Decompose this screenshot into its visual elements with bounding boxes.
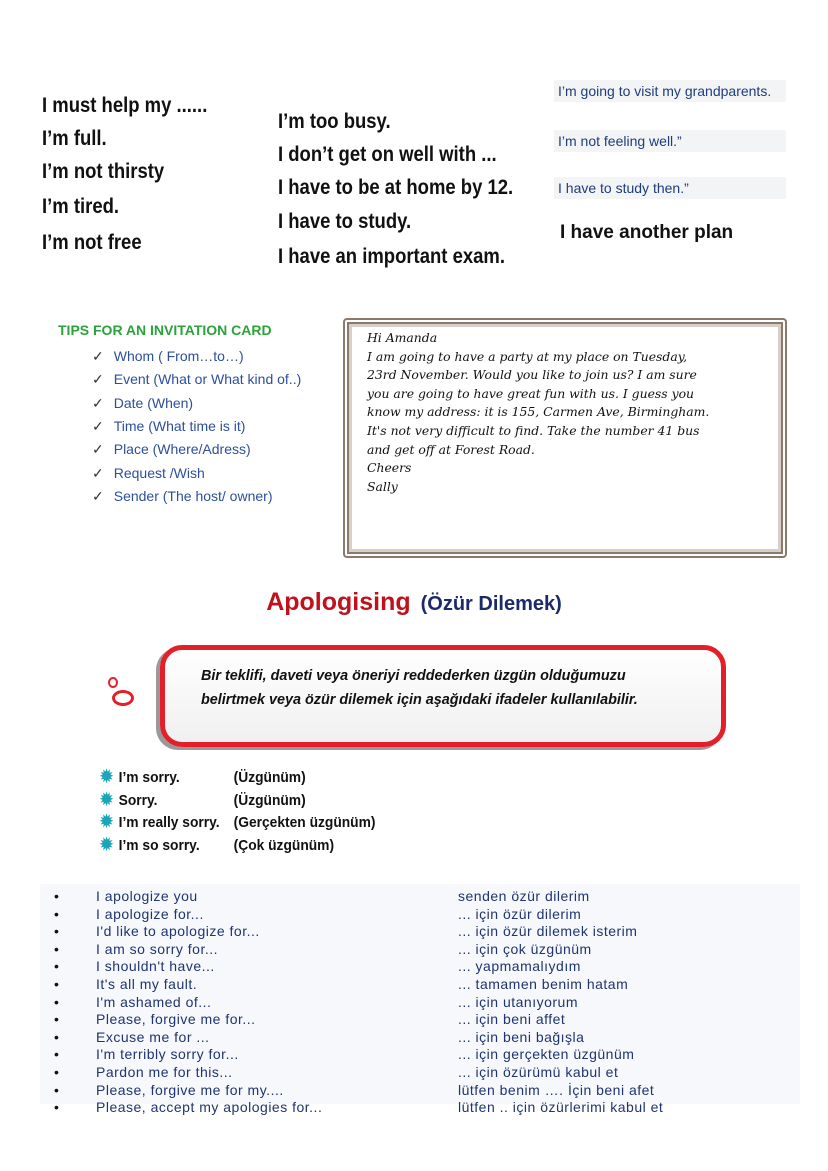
- refusal-phrase: I’m full.: [42, 127, 107, 150]
- invitation-card: [343, 318, 787, 558]
- refusal-phrase: I don’t get on well with ...: [278, 143, 497, 166]
- sorry-english: I’m really sorry.: [118, 814, 220, 831]
- bubble-tail-icon: [108, 677, 118, 688]
- bullet-icon: •: [54, 940, 60, 957]
- refusal-phrase: I have another plan: [560, 222, 734, 243]
- sorry-item: [100, 767, 306, 787]
- apology-turkish: ... için beni bağışla: [458, 1028, 585, 1045]
- apology-english: I'd like to apologize for...: [96, 923, 260, 940]
- card-line: Cheers: [367, 460, 412, 476]
- tip-item: [92, 465, 205, 482]
- refusal-phrase: I’m not free: [42, 231, 142, 254]
- bullet-icon: •: [54, 888, 60, 904]
- bullet-icon: •: [54, 923, 60, 940]
- flower-bullet-icon: ✹: [100, 834, 114, 854]
- refusal-phrase: I have an important exam.: [278, 245, 505, 268]
- refusal-phrase: I must help my ......: [42, 94, 208, 117]
- flower-bullet-icon: ✹: [100, 789, 114, 809]
- sorry-turkish: (Üzgünüm): [233, 791, 306, 809]
- title-english: Apologising: [266, 588, 411, 616]
- tip-label: Event (What or What kind of..): [113, 371, 302, 388]
- tip-label: Date (When): [113, 394, 194, 411]
- card-line: know my address: it is 155, Carmen Ave, Birmingham.: [367, 404, 710, 420]
- check-icon: ✓: [92, 487, 104, 504]
- section-title: [0, 588, 828, 617]
- sorry-english: Sorry.: [118, 791, 158, 809]
- apology-english: Excuse me for ...: [96, 1028, 210, 1045]
- tip-item: [92, 371, 301, 388]
- title-turkish: (Özür Dilemek): [420, 593, 562, 615]
- tip-label: Place (Where/Adress): [113, 441, 251, 458]
- sorry-turkish: (Gerçekten üzgünüm): [233, 814, 376, 831]
- apology-turkish: ... için özür dilemek isterim: [458, 923, 638, 940]
- flower-bullet-icon: ✹: [100, 767, 114, 786]
- apology-english: Please, forgive me for...: [96, 1011, 256, 1028]
- check-icon: ✓: [92, 371, 104, 388]
- card-line: you are going to have great fun with us. I guess you: [367, 385, 695, 401]
- tip-label: Request /Wish: [113, 464, 205, 481]
- apology-turkish: senden özür dilerim: [458, 888, 590, 904]
- card-line: It's not very difficult to find. Take the number 41 bus: [367, 422, 700, 438]
- apology-english: It's all my fault.: [96, 976, 198, 992]
- refusal-phrase: I have to study.: [278, 210, 412, 233]
- refusal-phrase: I’m not thirsty: [42, 160, 165, 183]
- refusal-phrase: I’m going to visit my grandparents.: [554, 80, 786, 102]
- bullet-icon: •: [54, 1099, 60, 1116]
- sorry-item: [100, 790, 306, 810]
- apology-english: I'm terribly sorry for...: [96, 1046, 239, 1063]
- refusal-phrase: I’m tired.: [42, 195, 120, 218]
- card-line: Hi Amanda: [367, 330, 438, 345]
- sorry-turkish: (Üzgünüm): [233, 769, 306, 786]
- bullet-icon: •: [54, 1028, 60, 1045]
- apology-turkish: ... için utanıyorum: [458, 993, 578, 1010]
- tip-label: Whom ( From…to…): [113, 348, 244, 364]
- check-icon: ✓: [92, 394, 104, 411]
- tips-title: TIPS FOR AN INVITATION CARD: [58, 322, 272, 338]
- apology-turkish: ... için çok üzgünüm: [458, 940, 592, 957]
- tip-item: [92, 418, 245, 435]
- tip-item: [92, 488, 272, 505]
- card-line: 23rd November. Would you like to join us? I am sure: [367, 367, 697, 383]
- card-line: I am going to have a party at my place on Tuesday,: [367, 348, 688, 364]
- sorry-item: [100, 812, 375, 832]
- tip-item: [92, 348, 244, 365]
- flower-bullet-icon: ✹: [100, 812, 114, 831]
- refusal-phrase: I’m too busy.: [278, 110, 391, 133]
- bubble-tail-icon: [112, 690, 134, 706]
- bullet-icon: •: [54, 993, 60, 1010]
- card-line: Sally: [367, 478, 398, 494]
- bullet-icon: •: [54, 958, 60, 975]
- apology-turkish: ... için özürümü kabul et: [458, 1064, 619, 1080]
- sorry-english: I’m so sorry.: [118, 836, 200, 854]
- apology-english: I'm ashamed of...: [96, 993, 212, 1010]
- apology-turkish: lütfen .. için özürlerimi kabul et: [458, 1099, 664, 1116]
- bubble-text: Bir teklifi, daveti veya öneriyi reddederken üzgün olduğumuzu: [201, 668, 626, 684]
- tip-item: [92, 395, 193, 412]
- refusal-phrase: I have to be at home by 12.: [278, 176, 514, 199]
- apology-english: I shouldn't have...: [96, 958, 215, 975]
- apology-turkish: ... için gerçekten üzgünüm: [458, 1046, 635, 1063]
- check-icon: ✓: [92, 464, 104, 481]
- apology-english: I apologize you: [96, 888, 198, 904]
- bubble-text: belirtmek veya özür dilemek için aşağıdaki ifadeler kullanılabilir.: [201, 692, 638, 708]
- apology-english: I apologize for...: [96, 905, 204, 922]
- apology-english: Pardon me for this...: [96, 1064, 233, 1080]
- tip-label: Sender (The host/ owner): [113, 487, 273, 504]
- apology-turkish: ... için özür dilerim: [458, 905, 582, 922]
- card-line: and get off at Forest Road.: [367, 441, 535, 457]
- apology-english: Please, forgive me for my....: [96, 1081, 284, 1098]
- tip-label: Time (What time is it): [113, 417, 246, 434]
- check-icon: ✓: [92, 417, 104, 434]
- sorry-turkish: (Çok üzgünüm): [233, 836, 335, 854]
- apology-turkish: ... tamamen benim hatam: [458, 976, 629, 992]
- tip-item: [92, 441, 251, 458]
- apology-english: I am so sorry for...: [96, 940, 219, 957]
- bullet-icon: •: [54, 1064, 60, 1080]
- bullet-icon: •: [54, 1011, 60, 1028]
- refusal-phrase: I’m not feeling well.”: [554, 130, 786, 152]
- check-icon: ✓: [92, 348, 104, 364]
- bullet-icon: •: [54, 905, 60, 922]
- speech-bubble: [160, 645, 726, 747]
- apology-turkish: ... için beni affet: [458, 1011, 566, 1028]
- apology-turkish: ... yapmamalıydım: [458, 958, 581, 975]
- refusal-phrase: I have to study then.”: [554, 177, 786, 199]
- apology-turkish: lütfen benim …. İçin beni afet: [458, 1081, 655, 1098]
- check-icon: ✓: [92, 441, 104, 458]
- sorry-item: [100, 835, 334, 855]
- apology-english: Please, accept my apologies for...: [96, 1099, 323, 1116]
- bullet-icon: •: [54, 1046, 60, 1063]
- apology-phrases-list: [40, 884, 800, 1116]
- sorry-english: I’m sorry.: [118, 769, 180, 786]
- bullet-icon: •: [54, 976, 60, 992]
- bullet-icon: •: [54, 1081, 60, 1098]
